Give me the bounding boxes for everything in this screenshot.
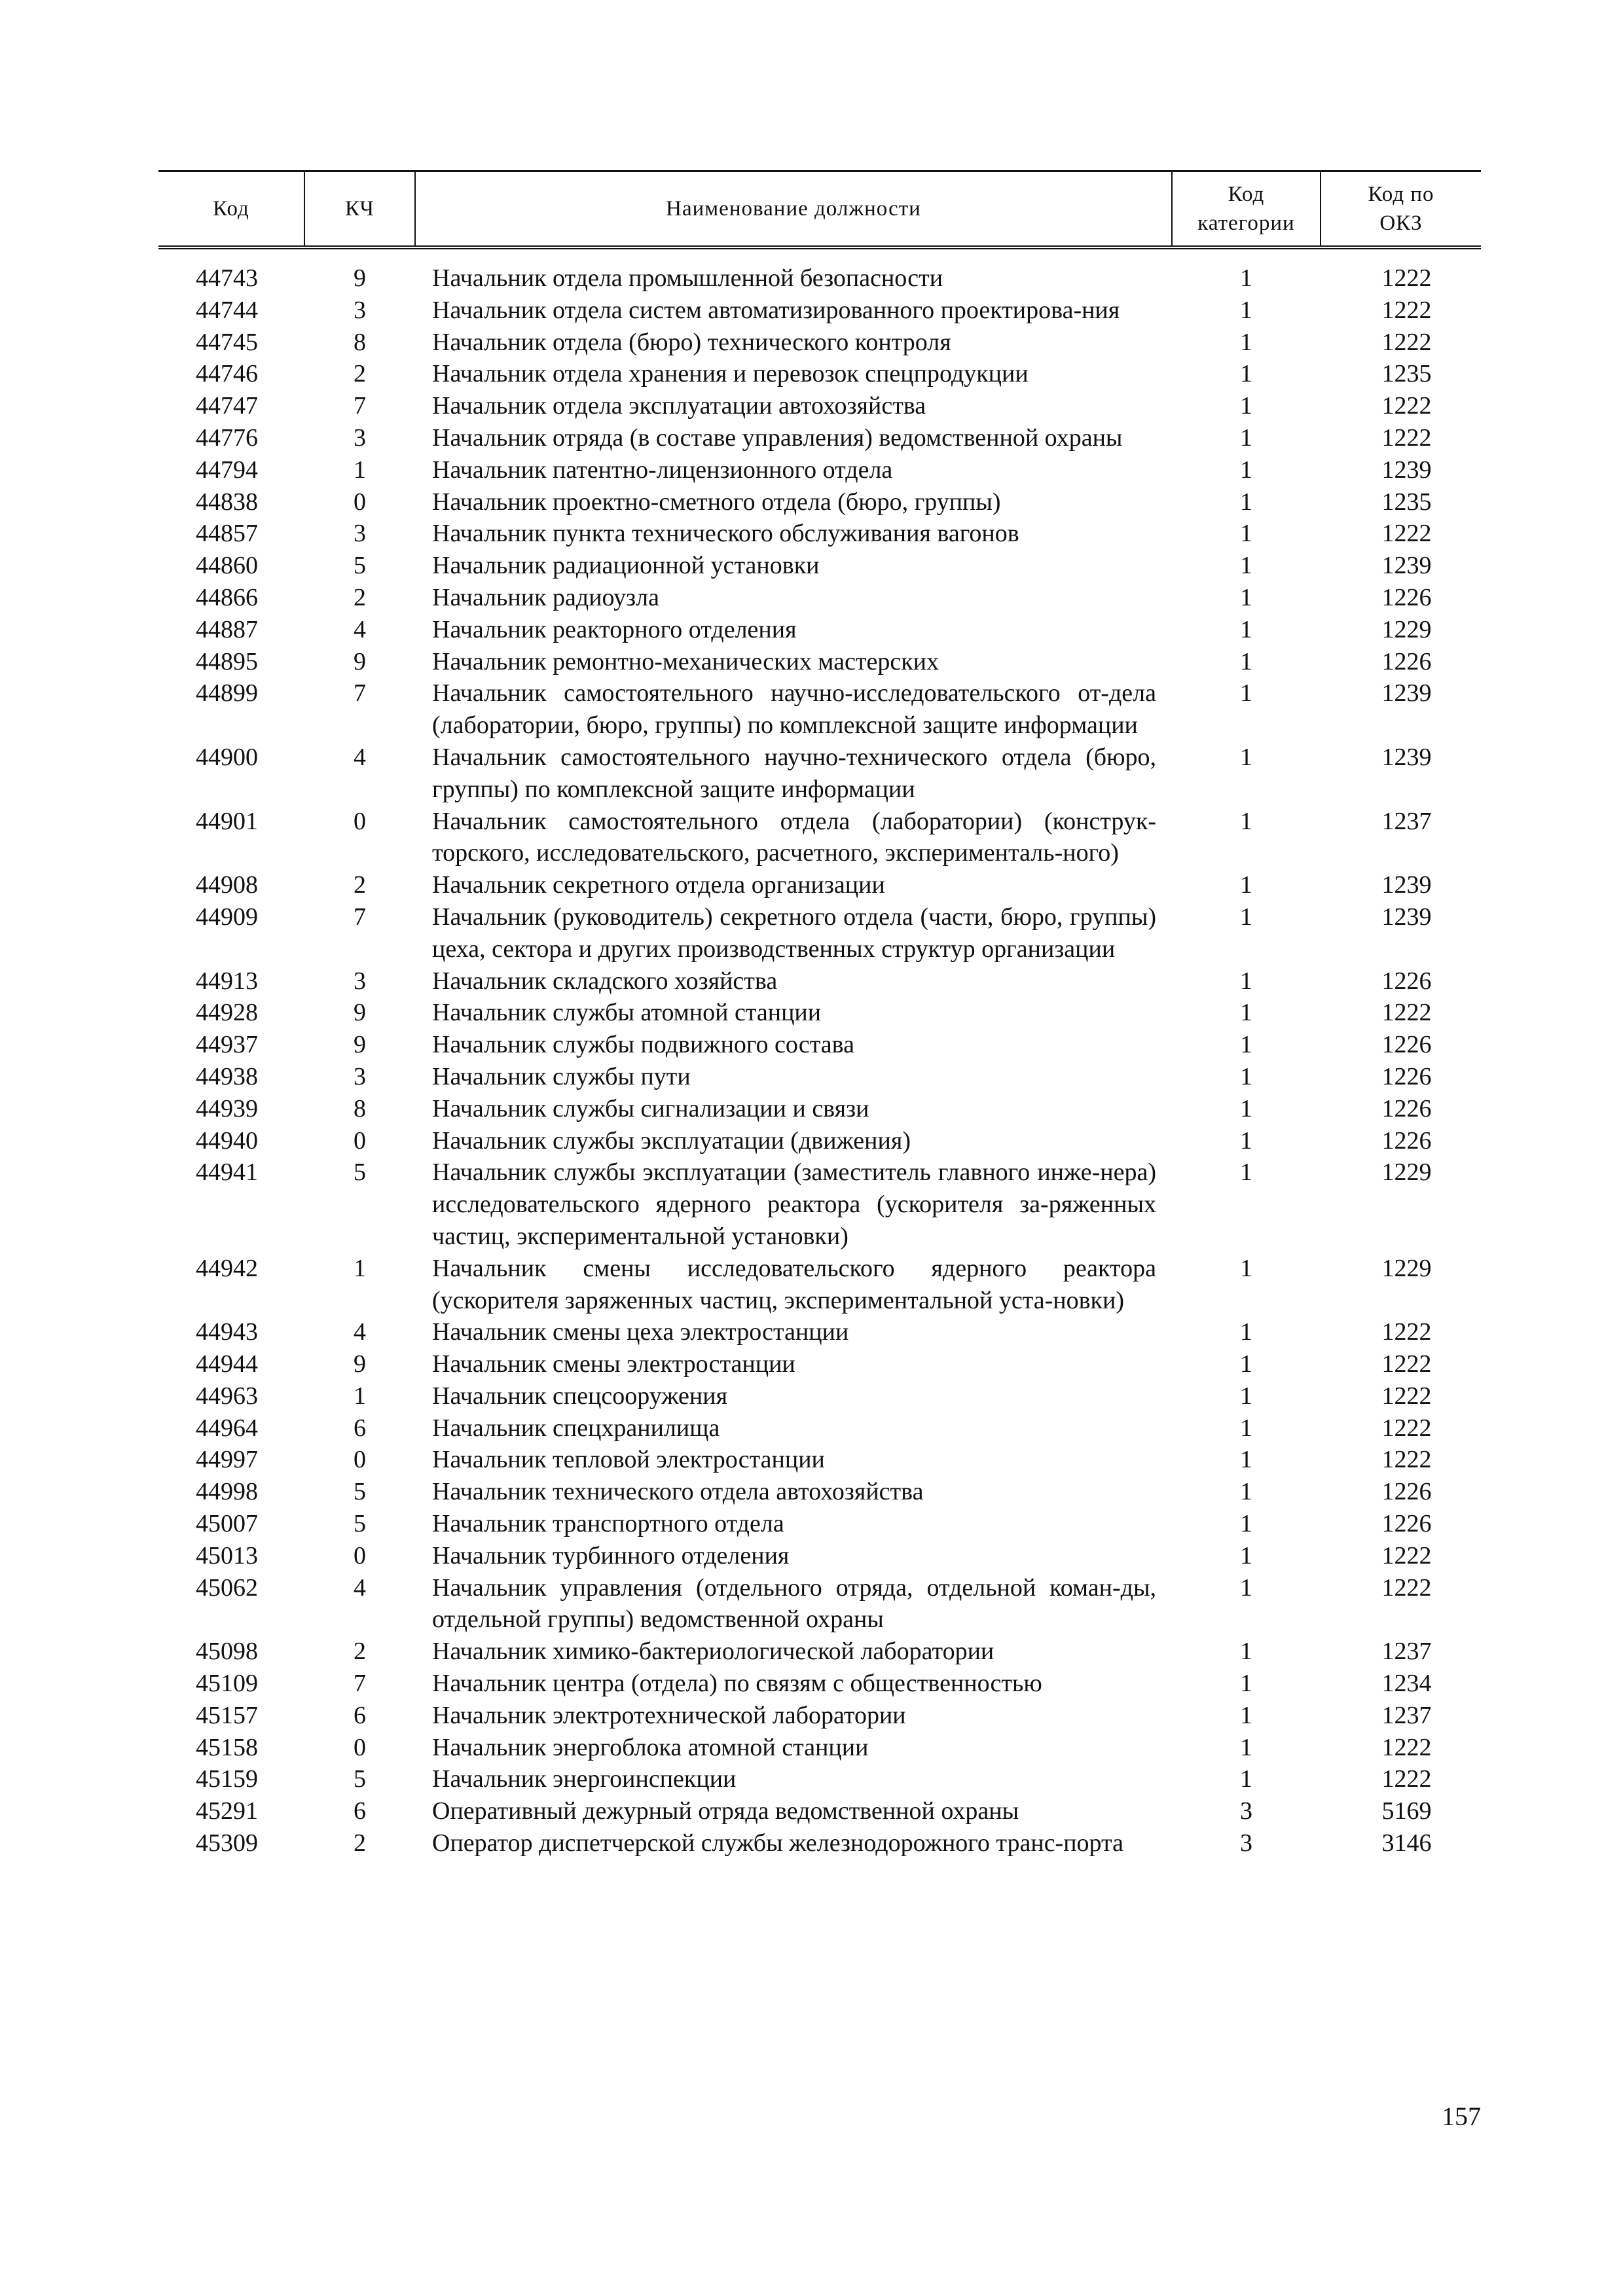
row-okz: 1222 [1381, 1733, 1432, 1761]
row-okz: 1226 [1381, 1126, 1432, 1155]
row-kch: 3 [354, 1062, 366, 1090]
table-row [158, 1444, 1481, 1476]
row-code: 44838 [196, 488, 258, 516]
table-header [158, 171, 1481, 248]
row-category: 1 [1240, 1670, 1252, 1698]
row-code: 44963 [196, 1382, 258, 1410]
row-okz: 1226 [1381, 647, 1432, 675]
table-row [158, 1061, 1481, 1093]
row-code: 44928 [196, 999, 258, 1027]
row-name: Начальник отряда (в составе управления) ведомственной охраны [432, 423, 1123, 452]
row-kch: 0 [354, 1446, 366, 1474]
row-category: 3 [1240, 1797, 1252, 1825]
row-code: 44745 [196, 328, 258, 356]
positions-table [158, 170, 1481, 1859]
row-kch: 2 [354, 1829, 366, 1857]
table-row [158, 550, 1481, 582]
row-code: 44938 [196, 1062, 258, 1090]
row-okz: 1239 [1381, 456, 1432, 484]
row-category: 1 [1240, 1638, 1252, 1666]
row-category: 1 [1240, 520, 1252, 548]
row-name: Начальник спецхранилища [432, 1414, 720, 1442]
row-category: 1 [1240, 1701, 1252, 1729]
row-okz: 1229 [1381, 615, 1432, 643]
row-category: 1 [1240, 743, 1252, 771]
header-code: Код [158, 171, 304, 248]
row-category: 1 [1240, 647, 1252, 675]
row-name: Начальник службы эксплуатации (движения) [432, 1126, 911, 1155]
table-row [158, 1795, 1481, 1827]
row-category: 1 [1240, 1446, 1252, 1474]
page-number: 157 [1442, 2102, 1481, 2131]
row-code: 44908 [196, 871, 258, 899]
row-name: Начальник энергоблока атомной станции [432, 1733, 869, 1761]
row-code: 44887 [196, 615, 258, 643]
row-category: 1 [1240, 1765, 1252, 1793]
row-code: 45291 [196, 1797, 258, 1825]
row-kch: 2 [354, 583, 366, 611]
row-code: 44866 [196, 583, 258, 611]
table-row [158, 262, 1481, 295]
row-kch: 0 [354, 1733, 366, 1761]
row-category: 1 [1240, 1510, 1252, 1538]
row-category: 1 [1240, 1254, 1252, 1282]
table-row [158, 1508, 1481, 1540]
table-body [158, 247, 1481, 1859]
row-category: 1 [1240, 392, 1252, 420]
table-row [158, 742, 1481, 806]
row-category: 1 [1240, 328, 1252, 356]
row-okz: 1226 [1381, 1062, 1432, 1090]
table-row [158, 454, 1481, 486]
row-code: 44964 [196, 1414, 258, 1442]
row-kch: 8 [354, 328, 366, 356]
row-category: 1 [1240, 1126, 1252, 1155]
row-name: Начальник отдела эксплуатации автохозяйства [432, 392, 926, 420]
row-kch: 2 [354, 360, 366, 388]
row-kch: 4 [354, 615, 366, 643]
row-okz: 3146 [1381, 1829, 1432, 1857]
row-name: Начальник центра (отдела) по связям с общественностью [432, 1670, 1042, 1698]
row-code: 44743 [196, 264, 258, 292]
row-name: Начальник отдела хранения и перевозок спецпродукции [432, 360, 1029, 388]
row-code: 44899 [196, 679, 258, 708]
row-category: 1 [1240, 423, 1252, 452]
row-kch: 9 [354, 999, 366, 1027]
table-row [158, 646, 1481, 678]
row-category: 1 [1240, 1414, 1252, 1442]
row-name: Начальник службы эксплуатации (заместитель главного инже-нера) исследовательского ядерного реактора (ускорителя за-ряженных частиц, экспериментальной установки) [432, 1158, 1156, 1250]
row-kch: 9 [354, 1350, 366, 1378]
table-row [158, 1668, 1481, 1700]
row-name: Начальник радиационной установки [432, 552, 820, 580]
row-kch: 1 [354, 456, 366, 484]
row-kch: 5 [354, 1765, 366, 1793]
row-okz: 1235 [1381, 488, 1432, 516]
row-okz: 1222 [1381, 1541, 1432, 1570]
row-kch: 5 [354, 1510, 366, 1538]
table-row [158, 486, 1481, 518]
row-name: Начальник турбинного отделения [432, 1541, 790, 1570]
table-row [158, 901, 1481, 965]
table-row [158, 965, 1481, 997]
row-okz: 1222 [1381, 1765, 1432, 1793]
row-code: 44941 [196, 1158, 258, 1187]
header-spacer [158, 247, 1481, 262]
row-name: Начальник (руководитель) секретного отдела (части, бюро, группы) цеха, сектора и других производственных структур организации [432, 903, 1156, 963]
header-kch: КЧ [304, 171, 415, 248]
row-name: Начальник службы подвижного состава [432, 1031, 854, 1059]
row-name: Начальник пункта технического обслуживания вагонов [432, 520, 1019, 548]
header-okz [1321, 171, 1481, 248]
row-name: Начальник электротехнической лаборатории [432, 1701, 906, 1729]
table-row [158, 1412, 1481, 1444]
row-okz: 1222 [1381, 264, 1432, 292]
row-name: Начальник смены исследовательского ядерного реактора (ускорителя заряженных частиц, экспериментальной уста-новки) [432, 1254, 1156, 1314]
row-okz: 1239 [1381, 679, 1432, 708]
row-code: 44998 [196, 1478, 258, 1506]
row-code: 45157 [196, 1701, 258, 1729]
row-kch: 1 [354, 1382, 366, 1410]
row-kch: 0 [354, 488, 366, 516]
row-kch: 9 [354, 1031, 366, 1059]
row-name: Начальник отдела промышленной безопасности [432, 264, 943, 292]
row-okz: 1222 [1381, 520, 1432, 548]
table-row [158, 390, 1481, 422]
row-code: 44937 [196, 1031, 258, 1059]
row-okz: 1226 [1381, 583, 1432, 611]
row-name: Начальник смены цеха электростанции [432, 1318, 849, 1346]
row-okz: 1239 [1381, 903, 1432, 931]
row-okz: 1239 [1381, 743, 1432, 771]
row-name: Начальник ремонтно-механических мастерских [432, 647, 939, 675]
table-row [158, 1316, 1481, 1348]
table-row [158, 1476, 1481, 1508]
table-row [158, 677, 1481, 742]
table-row [158, 295, 1481, 327]
spacer-cell [158, 247, 1481, 262]
table-row [158, 1157, 1481, 1252]
row-kch: 6 [354, 1414, 366, 1442]
row-category: 1 [1240, 1094, 1252, 1122]
table-row [158, 1380, 1481, 1412]
table-row [158, 1636, 1481, 1668]
row-code: 45158 [196, 1733, 258, 1761]
row-kch: 1 [354, 1254, 366, 1282]
table-row [158, 1253, 1481, 1317]
row-code: 44942 [196, 1254, 258, 1282]
row-category: 3 [1240, 1829, 1252, 1857]
row-name: Начальник химико-бактериологической лаборатории [432, 1638, 994, 1666]
row-category: 1 [1240, 488, 1252, 516]
row-okz: 1222 [1381, 1318, 1432, 1346]
row-kch: 6 [354, 1701, 366, 1729]
table-row [158, 327, 1481, 359]
row-kch: 0 [354, 807, 366, 835]
row-category: 1 [1240, 1031, 1252, 1059]
row-okz: 1222 [1381, 1382, 1432, 1410]
row-okz: 1237 [1381, 1701, 1432, 1729]
row-name: Начальник самостоятельного отдела (лаборатории) (конструк-торского, исследовательского, расчетного, эксперименталь-ного) [432, 807, 1156, 867]
row-name: Начальник службы сигнализации и связи [432, 1094, 869, 1122]
table-row [158, 1540, 1481, 1572]
row-code: 45159 [196, 1765, 258, 1793]
row-code: 44900 [196, 743, 258, 771]
row-category: 1 [1240, 583, 1252, 611]
row-category: 1 [1240, 360, 1252, 388]
row-kch: 7 [354, 679, 366, 708]
row-code: 44746 [196, 360, 258, 388]
row-name: Начальник службы атомной станции [432, 999, 822, 1027]
row-name: Начальник управления (отдельного отряда, отдельной коман-ды, отдельной группы) ведомственной охраны [432, 1573, 1156, 1634]
row-okz: 1222 [1381, 296, 1432, 324]
table-row [158, 806, 1481, 870]
row-kch: 2 [354, 871, 366, 899]
row-okz: 1239 [1381, 552, 1432, 580]
row-kch: 9 [354, 264, 366, 292]
row-code: 44744 [196, 296, 258, 324]
row-category: 1 [1240, 807, 1252, 835]
table-row [158, 518, 1481, 550]
row-kch: 5 [354, 552, 366, 580]
table-row [158, 614, 1481, 646]
row-name: Начальник смены электростанции [432, 1350, 795, 1378]
row-okz: 1226 [1381, 1094, 1432, 1122]
table-row [158, 1348, 1481, 1380]
row-name: Начальник самостоятельного научно-исследовательского от-дела (лаборатории, бюро, группы) по комплексной защите информации [432, 679, 1156, 740]
table-row [158, 1572, 1481, 1636]
row-kch: 4 [354, 1573, 366, 1602]
table-row [158, 1029, 1481, 1061]
row-kch: 8 [354, 1094, 366, 1122]
row-name: Начальник спецсооружения [432, 1382, 728, 1410]
row-category: 1 [1240, 999, 1252, 1027]
row-kch: 9 [354, 647, 366, 675]
table-row [158, 358, 1481, 390]
row-okz: 1226 [1381, 1478, 1432, 1506]
row-code: 44944 [196, 1350, 258, 1378]
row-category: 1 [1240, 1350, 1252, 1378]
row-name: Начальник радиоузла [432, 583, 659, 611]
table-row [158, 1125, 1481, 1157]
table-row [158, 582, 1481, 614]
row-okz: 1222 [1381, 999, 1432, 1027]
row-category: 1 [1240, 1382, 1252, 1410]
row-okz: 1229 [1381, 1158, 1432, 1187]
row-category: 1 [1240, 1541, 1252, 1570]
row-code: 44794 [196, 456, 258, 484]
row-okz: 1229 [1381, 1254, 1432, 1282]
row-code: 44857 [196, 520, 258, 548]
row-category: 1 [1240, 903, 1252, 931]
row-kch: 5 [354, 1478, 366, 1506]
row-okz: 1226 [1381, 1031, 1432, 1059]
row-category: 1 [1240, 1478, 1252, 1506]
row-category: 1 [1240, 264, 1252, 292]
row-okz: 1226 [1381, 1510, 1432, 1538]
positions-table-container [158, 170, 1481, 1859]
table-row [158, 869, 1481, 901]
row-kch: 7 [354, 392, 366, 420]
row-category: 1 [1240, 552, 1252, 580]
row-code: 44939 [196, 1094, 258, 1122]
row-category: 1 [1240, 679, 1252, 708]
row-okz: 1222 [1381, 1350, 1432, 1378]
row-category: 1 [1240, 967, 1252, 995]
row-kch: 6 [354, 1797, 366, 1825]
row-name: Начальник складского хозяйства [432, 967, 778, 995]
table-row [158, 1700, 1481, 1732]
row-code: 45013 [196, 1541, 258, 1570]
row-category: 1 [1240, 871, 1252, 899]
row-category: 1 [1240, 1158, 1252, 1187]
row-category: 1 [1240, 1573, 1252, 1602]
row-name: Начальник патентно-лицензионного отдела [432, 456, 893, 484]
table-row [158, 422, 1481, 454]
row-code: 44901 [196, 807, 258, 835]
row-name: Оператор диспетчерской службы железнодорожного транс-порта [432, 1829, 1123, 1857]
row-category: 1 [1240, 1733, 1252, 1761]
row-kch: 0 [354, 1126, 366, 1155]
row-okz: 1234 [1381, 1670, 1432, 1698]
row-okz: 1237 [1381, 1638, 1432, 1666]
row-code: 45098 [196, 1638, 258, 1666]
row-okz: 1222 [1381, 423, 1432, 452]
row-kch: 2 [354, 1638, 366, 1666]
row-kch: 3 [354, 423, 366, 452]
table-row [158, 1093, 1481, 1125]
header-name: Наименование должности [415, 171, 1172, 248]
row-name: Начальник транспортного отдела [432, 1510, 784, 1538]
row-code: 44913 [196, 967, 258, 995]
row-kch: 4 [354, 1318, 366, 1346]
table-row [158, 997, 1481, 1029]
row-okz: 1222 [1381, 1414, 1432, 1442]
row-name: Начальник проектно-сметного отдела (бюро, группы) [432, 488, 1001, 516]
row-category: 1 [1240, 615, 1252, 643]
table-row [158, 1732, 1481, 1764]
row-name: Начальник тепловой электростанции [432, 1446, 825, 1474]
row-name: Начальник секретного отдела организации [432, 871, 885, 899]
row-okz: 1237 [1381, 807, 1432, 835]
row-okz: 1239 [1381, 871, 1432, 899]
row-name: Начальник отдела систем автоматизированного проектирова-ния [432, 296, 1120, 324]
header-category [1172, 171, 1321, 248]
row-okz: 1235 [1381, 360, 1432, 388]
row-name: Начальник отдела (бюро) технического контроля [432, 328, 951, 356]
row-code: 44747 [196, 392, 258, 420]
row-okz: 1222 [1381, 1446, 1432, 1474]
row-code: 45109 [196, 1670, 258, 1698]
row-code: 44776 [196, 423, 258, 452]
row-code: 44943 [196, 1318, 258, 1346]
row-name: Начальник реакторного отделения [432, 615, 797, 643]
row-name: Начальник самостоятельного научно-технического отдела (бюро, группы) по комплексной защите информации [432, 743, 1156, 803]
row-code: 45007 [196, 1510, 258, 1538]
header-category-text: Код категории [1197, 183, 1295, 235]
row-code: 44909 [196, 903, 258, 931]
row-category: 1 [1240, 296, 1252, 324]
row-okz: 1222 [1381, 392, 1432, 420]
row-okz: 5169 [1381, 1797, 1432, 1825]
header-okz-text: Код по ОКЗ [1368, 183, 1434, 235]
row-kch: 4 [354, 743, 366, 771]
row-code: 44895 [196, 647, 258, 675]
row-category: 1 [1240, 456, 1252, 484]
row-kch: 7 [354, 903, 366, 931]
row-code: 45062 [196, 1573, 258, 1602]
row-okz: 1222 [1381, 1573, 1432, 1602]
row-kch: 5 [354, 1158, 366, 1187]
row-code: 44997 [196, 1446, 258, 1474]
row-kch: 3 [354, 296, 366, 324]
table-row [158, 1827, 1481, 1859]
row-code: 44860 [196, 552, 258, 580]
row-code: 45309 [196, 1829, 258, 1857]
row-kch: 0 [354, 1541, 366, 1570]
row-name: Начальник технического отдела автохозяйства [432, 1478, 924, 1506]
row-category: 1 [1240, 1062, 1252, 1090]
row-kch: 7 [354, 1670, 366, 1698]
table-row [158, 1763, 1481, 1795]
row-okz: 1222 [1381, 328, 1432, 356]
row-kch: 3 [354, 967, 366, 995]
row-name: Начальник энергоинспекции [432, 1765, 737, 1793]
row-okz: 1226 [1381, 967, 1432, 995]
row-code: 44940 [196, 1126, 258, 1155]
row-kch: 3 [354, 520, 366, 548]
row-category: 1 [1240, 1318, 1252, 1346]
row-name: Начальник службы пути [432, 1062, 691, 1090]
row-name: Оперативный дежурный отряда ведомственной охраны [432, 1797, 1019, 1825]
